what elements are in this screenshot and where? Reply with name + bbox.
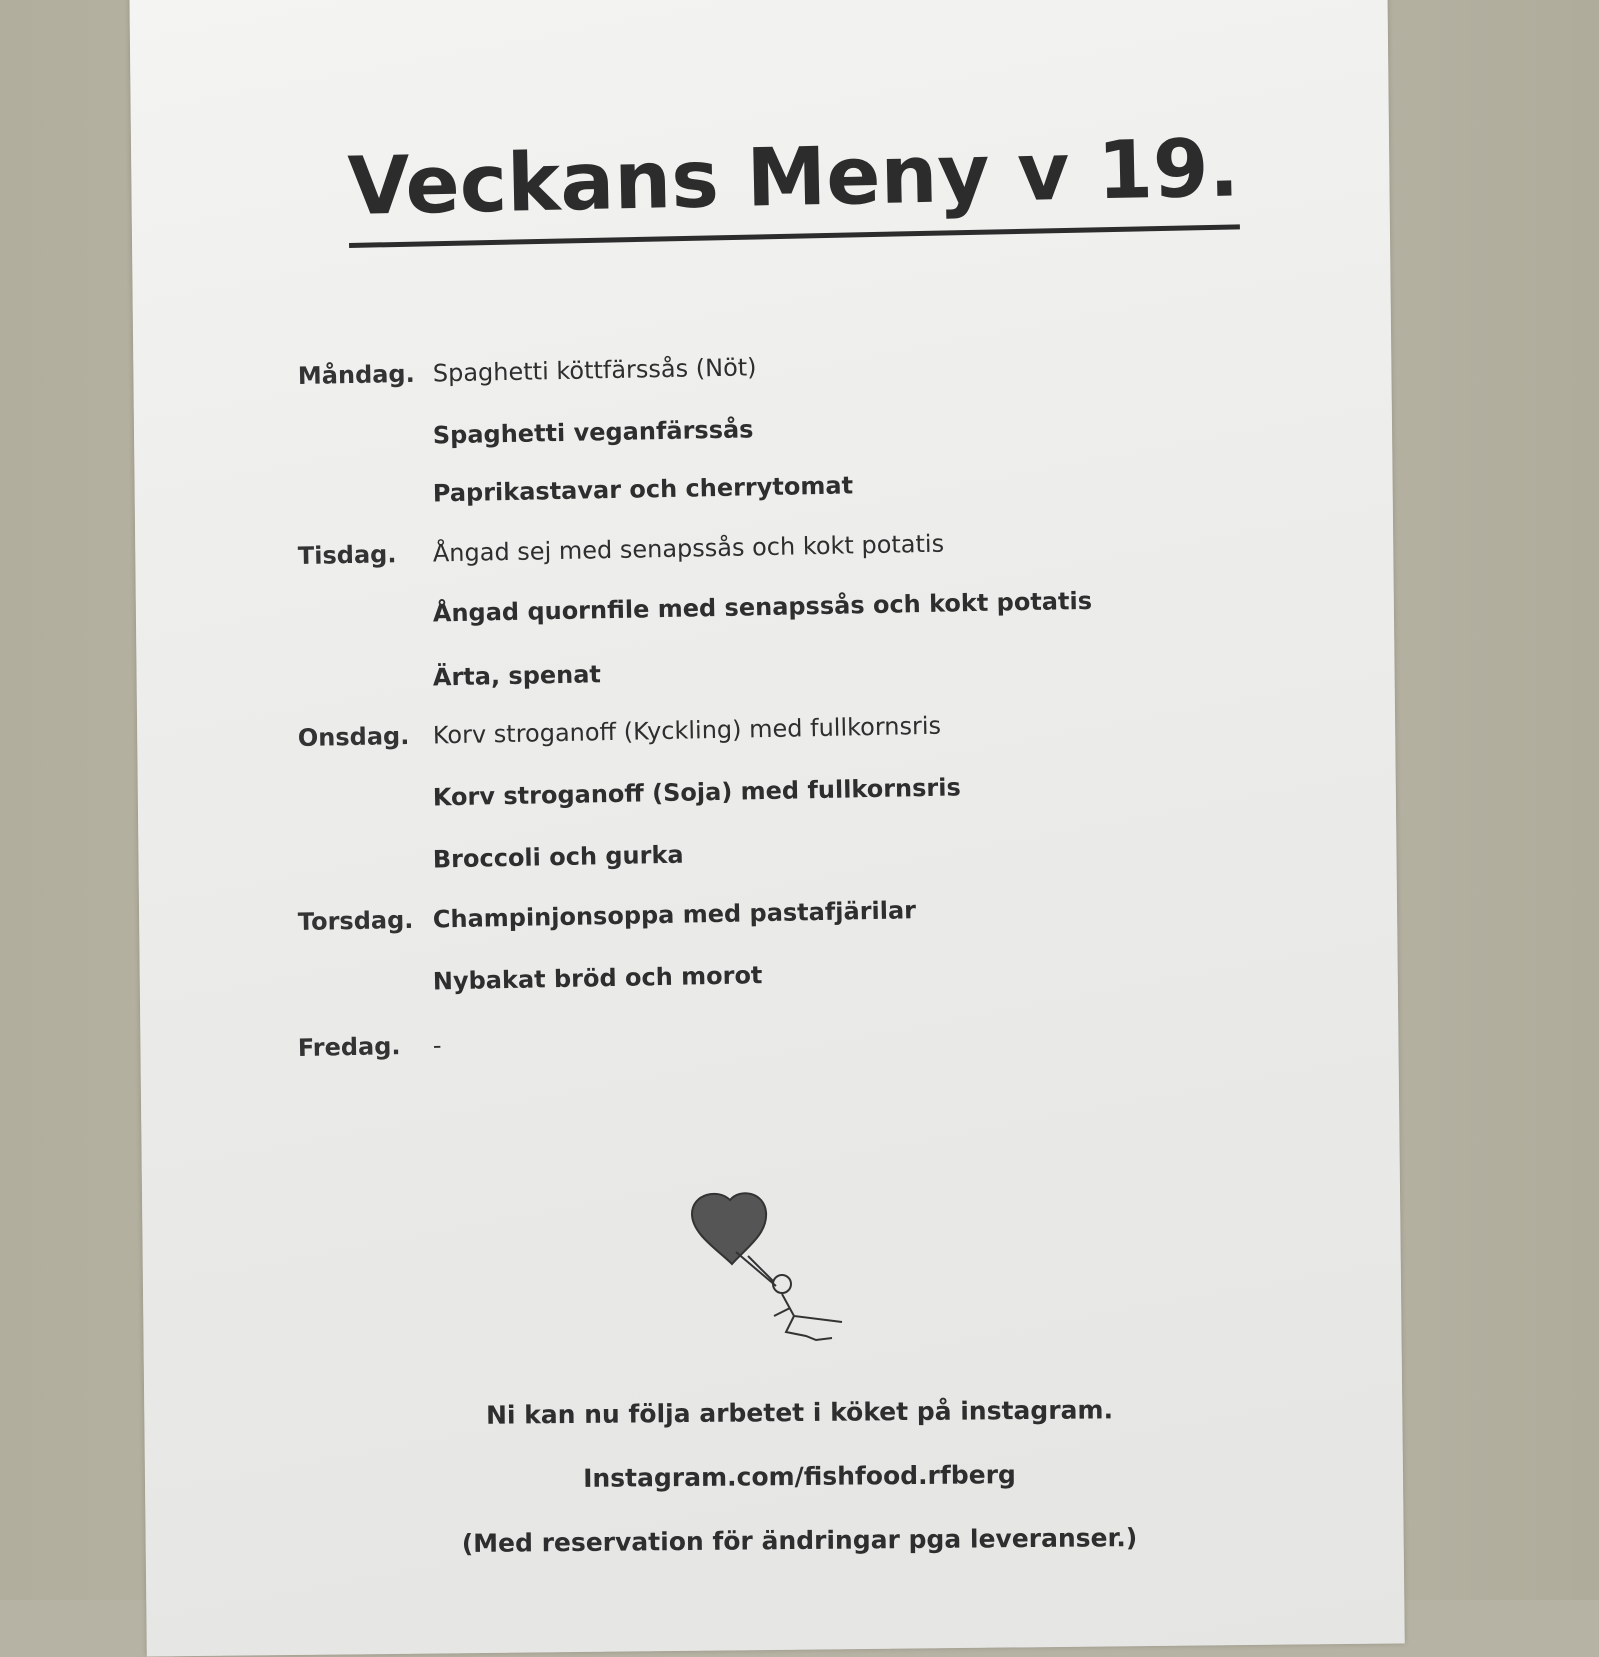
dish-item: Spaghetti köttfärssås (Nöt)	[432, 353, 757, 388]
menu-title: Veckans Meny v 19.	[347, 121, 1240, 248]
dish-item: Champinjonsoppa med pastafjärilar	[432, 896, 917, 934]
day-label: Tisdag.	[297, 540, 397, 571]
day-label: Torsdag.	[297, 905, 414, 937]
dish-item: Ångad sej med senapssås och kokt potatis	[432, 529, 945, 568]
dish-item: Broccoli och gurka	[432, 840, 684, 874]
dish-item: Ärta, spenat	[432, 660, 602, 692]
disclaimer: (Med reservation för ändringar pga leveranser.)	[461, 1523, 1138, 1558]
day-label: Fredag.	[297, 1032, 401, 1063]
stick-figure-icon	[736, 1252, 842, 1340]
dish-item: Spaghetti veganfärssås	[432, 415, 754, 450]
instagram-note: Ni kan nu följa arbetet i köket på instagram.	[485, 1395, 1114, 1430]
dish-item: Ångad quornfile med senapssås och kokt potatis	[432, 586, 1093, 628]
day-label: Måndag.	[297, 359, 415, 391]
instagram-link: Instagram.com/fishfood.rfberg	[583, 1460, 1016, 1493]
dish-item: -	[432, 1031, 442, 1060]
dish-item: Nybakat bröd och morot	[432, 961, 763, 996]
dish-item: Korv stroganoff (Soja) med fullkornsris	[432, 773, 962, 812]
heart-icon	[692, 1193, 766, 1264]
dish-item: Korv stroganoff (Kyckling) med fullkornsris	[432, 711, 942, 750]
heart-balloon-figure-icon	[690, 1190, 880, 1360]
day-label: Onsdag.	[297, 721, 410, 753]
dish-item: Paprikastavar och cherrytomat	[432, 471, 854, 508]
